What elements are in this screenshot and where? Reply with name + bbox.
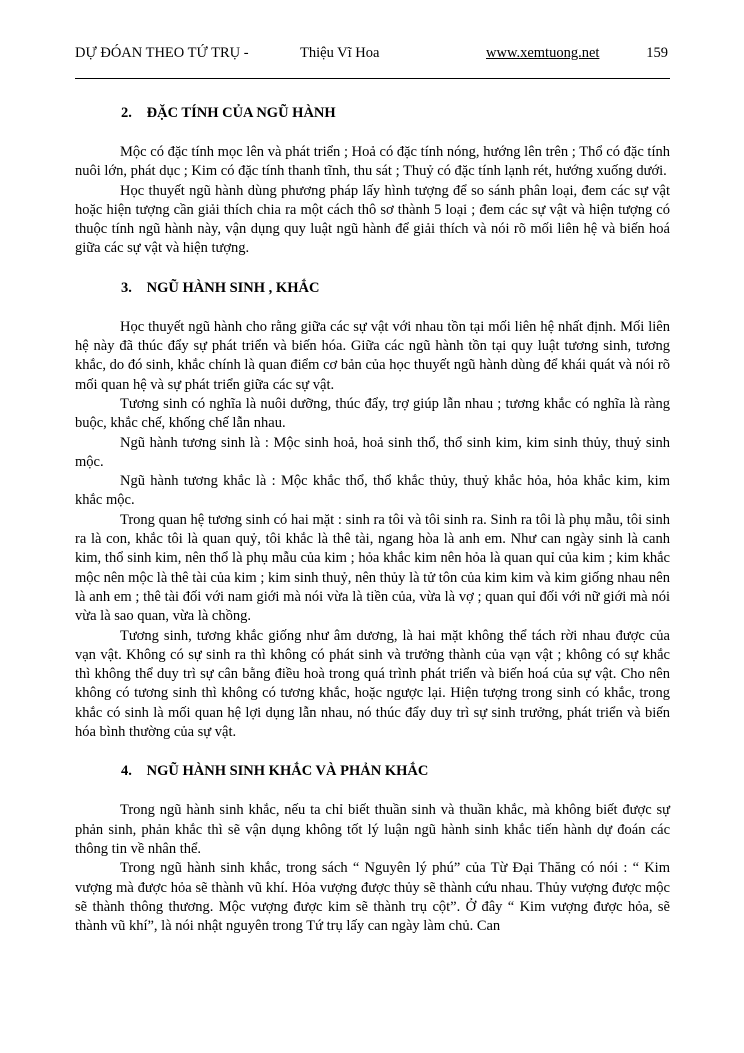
page-header: [75, 45, 670, 67]
header-divider: [75, 78, 670, 79]
paragraph: Học thuyết ngũ hành dùng phương pháp lấy hình tượng để so sánh phân loại, đem các sự vật hoặc hiện tượng cần giải thích chia ra một cách thô sơ thành 5 loại ; đem các sự vật và hiện tượng có thuộc tính ngũ hành này, vận dụng quy luật ngũ hành để giải thích và nói rõ mối liên hệ và biến hoá giữa các sự vật và hiện tượng.: [75, 182, 670, 257]
paragraph: Tương sinh, tương khắc giống như âm dương, là hai mặt không thể tách rời nhau được của vạn vật. Không có sự sinh ra thì không có phát sinh và trưởng thành của vạn vật ; không có sự khắc thì không thể duy trì sự cân bằng điều hoà trong quá trình phát triển và biến hoá của sự vật. Cho nên không có tương sinh thì không có tương khắc, hoặc ngược lại. Hiện tượng trong sinh có khắc, trong khắc có sinh là mối quan hệ lợi dụng lẫn nhau, nó thúc đẩy duy trì sự sinh trưởng, phát triển và biến hóa bình thường của sự vật.: [75, 627, 670, 741]
paragraph: Trong ngũ hành sinh khắc, trong sách “ Nguyên lý phú” của Từ Đại Thăng có nói : “ Kim vượng mà được hỏa sẽ thành vũ khí. Hỏa vượng được thủy sẽ thành cứu nhau. Thủy vượng được mộc sẽ thành thông thương. Mộc vượng được kim sẽ thành trụ cột”. Ở đây “ Kim vượng được hỏa, sẽ thành vũ khí”, là nói nhật nguyên trong Tứ trụ lấy can ngày làm chủ. Can: [75, 860, 670, 935]
section-number: 4.: [121, 763, 132, 780]
paragraph: Mộc có đặc tính mọc lên và phát triển ; Hoả có đặc tính nóng, hướng lên trên ; Thổ có đặc tính nuôi lớn, phát dục ; Kim có đặc tính thanh tĩnh, thu sát ; Thuỷ có đặc tính lạnh rét, hướng xuống dưới.: [75, 144, 670, 180]
paragraph: Trong ngũ hành sinh khắc, nếu ta chỉ biết thuần sinh và thuần khắc, mà không biết được sự phản sinh, phản khắc thì sẽ vận dụng không tốt lý luận ngũ hành sinh khắc tiến hành dự đoán các thông tin về nhân thể.: [75, 802, 670, 857]
page-number: 159: [646, 45, 668, 61]
section-title: ĐẶC TÍNH CỦA NGŨ HÀNH: [146, 105, 336, 121]
paragraph: Ngũ hành tương khắc là : Mộc khắc thổ, thổ khắc thủy, thuỷ khắc hỏa, hỏa khắc kim, kim khắc mộc.: [75, 473, 670, 509]
section-phan-khac: [75, 762, 670, 936]
section-sinh-khac: [75, 279, 670, 743]
section-number: 3.: [121, 279, 132, 296]
paragraph: Trong quan hệ tương sinh có hai mặt : sinh ra tôi và tôi sinh ra. Sinh ra tôi là phụ mẫu, tôi sinh ra là con, khắc tôi là quan quỷ, tôi khắc là thê tài, ngang hòa là anh em. Như can ngày sinh là canh kim, thổ sinh kim, nên thổ là phụ mẫu của kim ; hỏa khắc kim nên hỏa là quan quỉ của kim ; kim khắc mộc nên mộc là thê tài của kim ; kim sinh thuỷ, nên thủy là tử tôn của kim kim và kim giống nhau nên là anh em ; thê tài đối với nam giới mà nói vừa là tiền của, vừa là vợ ; quan quỉ đối với nữ giới mà nói vừa là sao quan, vừa là chồng.: [75, 511, 670, 625]
section-heading: [75, 104, 670, 123]
paragraph: Ngũ hành tương sinh là : Mộc sinh hoả, hoả sinh thổ, thổ sinh kim, kim sinh thủy, thuỷ sinh mộc.: [75, 434, 670, 470]
section-title: NGŨ HÀNH SINH KHẮC VÀ PHẢN KHẮC: [146, 763, 429, 780]
section-dac-tinh: [75, 104, 670, 259]
author-name: Thiệu Vĩ Hoa: [300, 45, 380, 61]
book-title: DỰ ĐÓAN THEO TỨ TRỤ -: [75, 45, 249, 61]
website-link[interactable]: www.xemtuong.net: [486, 45, 600, 61]
section-heading: [75, 279, 670, 298]
section-heading: [75, 762, 670, 781]
paragraph: Học thuyết ngũ hành cho rằng giữa các sự vật với nhau tồn tại mối liên hệ nhất định. Mối liên hệ này đã thúc đẩy sự phát triển và biến hóa. Giữa các ngũ hành tồn tại quy luật tương sinh, tương khắc, do đó sinh, khắc chính là quan điểm cơ bản của học thuyết ngũ hành dùng để khái quát và nói rõ mối quan hệ và sự phát triển giữa các sự vật.: [75, 318, 670, 393]
section-title: NGŨ HÀNH SINH , KHẮC: [146, 279, 320, 296]
paragraph: Tương sinh có nghĩa là nuôi dưỡng, thúc đẩy, trợ giúp lẫn nhau ; tương khắc có nghĩa là ràng buộc, khắc chế, khống chế lẫn nhau.: [75, 395, 670, 432]
section-number: 2.: [121, 105, 132, 121]
page-body: [75, 104, 670, 936]
